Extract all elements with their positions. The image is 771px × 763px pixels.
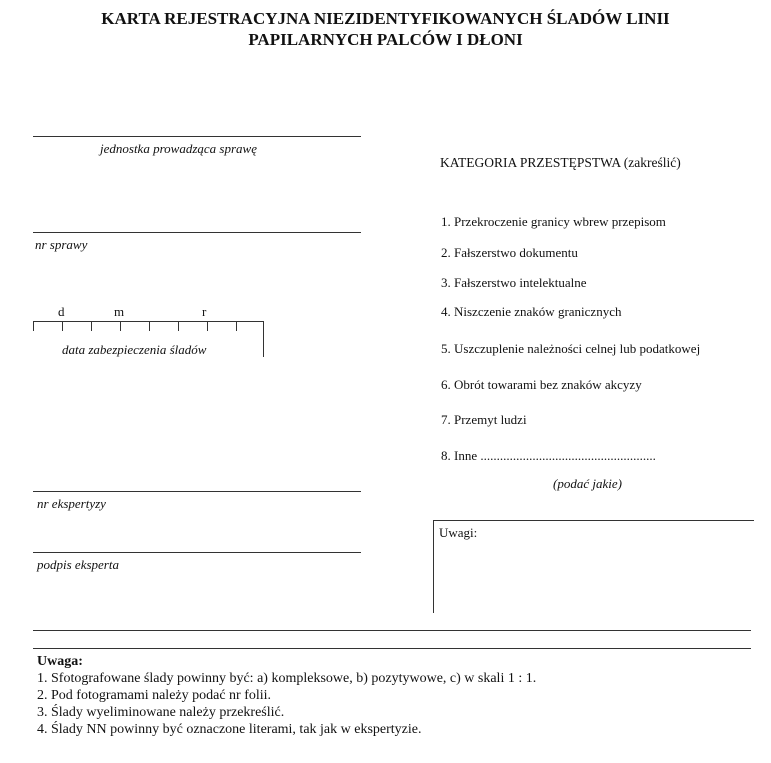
unit-field-line[interactable] <box>33 136 361 137</box>
expertise-number-field-line[interactable] <box>33 491 361 492</box>
case-number-label: nr sprawy <box>35 237 88 252</box>
case-number-field-line[interactable] <box>33 232 361 233</box>
date-tick <box>120 321 121 331</box>
note-item: 4. Ślady NN powinny być oznaczone literami, tak jak w ekspertyzie. <box>37 722 422 737</box>
category-item[interactable]: 4. Niszczenie znaków granicznych <box>441 304 622 319</box>
expertise-number-label: nr ekspertyzy <box>37 496 106 511</box>
category-item[interactable]: 2. Fałszerstwo dokumentu <box>441 245 578 260</box>
category-item[interactable]: 5. Uszczuplenie należności celnej lub podatkowej <box>441 341 701 356</box>
remarks-box[interactable] <box>433 520 754 613</box>
category-item[interactable]: 3. Fałszerstwo intelektualne <box>441 275 587 290</box>
category-item[interactable]: 1. Przekroczenie granicy wbrew przepisom <box>441 214 666 229</box>
date-tick <box>178 321 179 331</box>
form-title-line-2: PAPILARNYCH PALCÓW I DŁONI <box>248 30 523 49</box>
category-item-other[interactable]: 8. Inne ...................................................... <box>441 448 656 463</box>
note-item: 3. Ślady wyeliminowane należy przekreślić. <box>37 705 285 720</box>
form-title-line-1: KARTA REJESTRACYJNA NIEZIDENTYFIKOWANYCH ŚLADÓW LINII <box>101 9 670 28</box>
date-tick <box>33 321 34 331</box>
date-month-letter: m <box>114 304 125 319</box>
signature-label: podpis eksperta <box>37 557 119 572</box>
date-tick <box>149 321 150 331</box>
unit-field-label: jednostka prowadząca sprawę <box>100 141 257 156</box>
bottom-separator-line <box>33 648 751 649</box>
category-item[interactable]: 7. Przemyt ludzi <box>441 412 527 427</box>
category-item[interactable]: 6. Obrót towarami bez znaków akcyzy <box>441 377 642 392</box>
form-title <box>0 8 771 50</box>
category-other-hint: (podać jakie) <box>553 476 622 491</box>
remarks-label: Uwagi: <box>439 525 478 540</box>
date-day-letter: d <box>58 304 65 319</box>
notes-header: Uwaga: <box>37 654 83 669</box>
date-year-letter: r <box>202 304 207 319</box>
date-tick <box>236 321 237 331</box>
date-tick <box>207 321 208 331</box>
date-grid-right-edge <box>263 321 264 357</box>
notes-section <box>37 653 536 738</box>
note-item: 2. Pod fotogramami należy podać nr folii. <box>37 688 272 703</box>
bottom-separator-line <box>33 630 751 631</box>
date-tick <box>91 321 92 331</box>
category-title: KATEGORIA PRZESTĘPSTWA (zakreślić) <box>440 155 681 170</box>
date-tick <box>62 321 63 331</box>
date-label: data zabezpieczenia śladów <box>62 342 207 357</box>
note-item: 1. Sfotografowane ślady powinny być: a) kompleksowe, b) pozytywowe, c) w skali 1 : 1. <box>37 671 537 686</box>
signature-field-line[interactable] <box>33 552 361 553</box>
